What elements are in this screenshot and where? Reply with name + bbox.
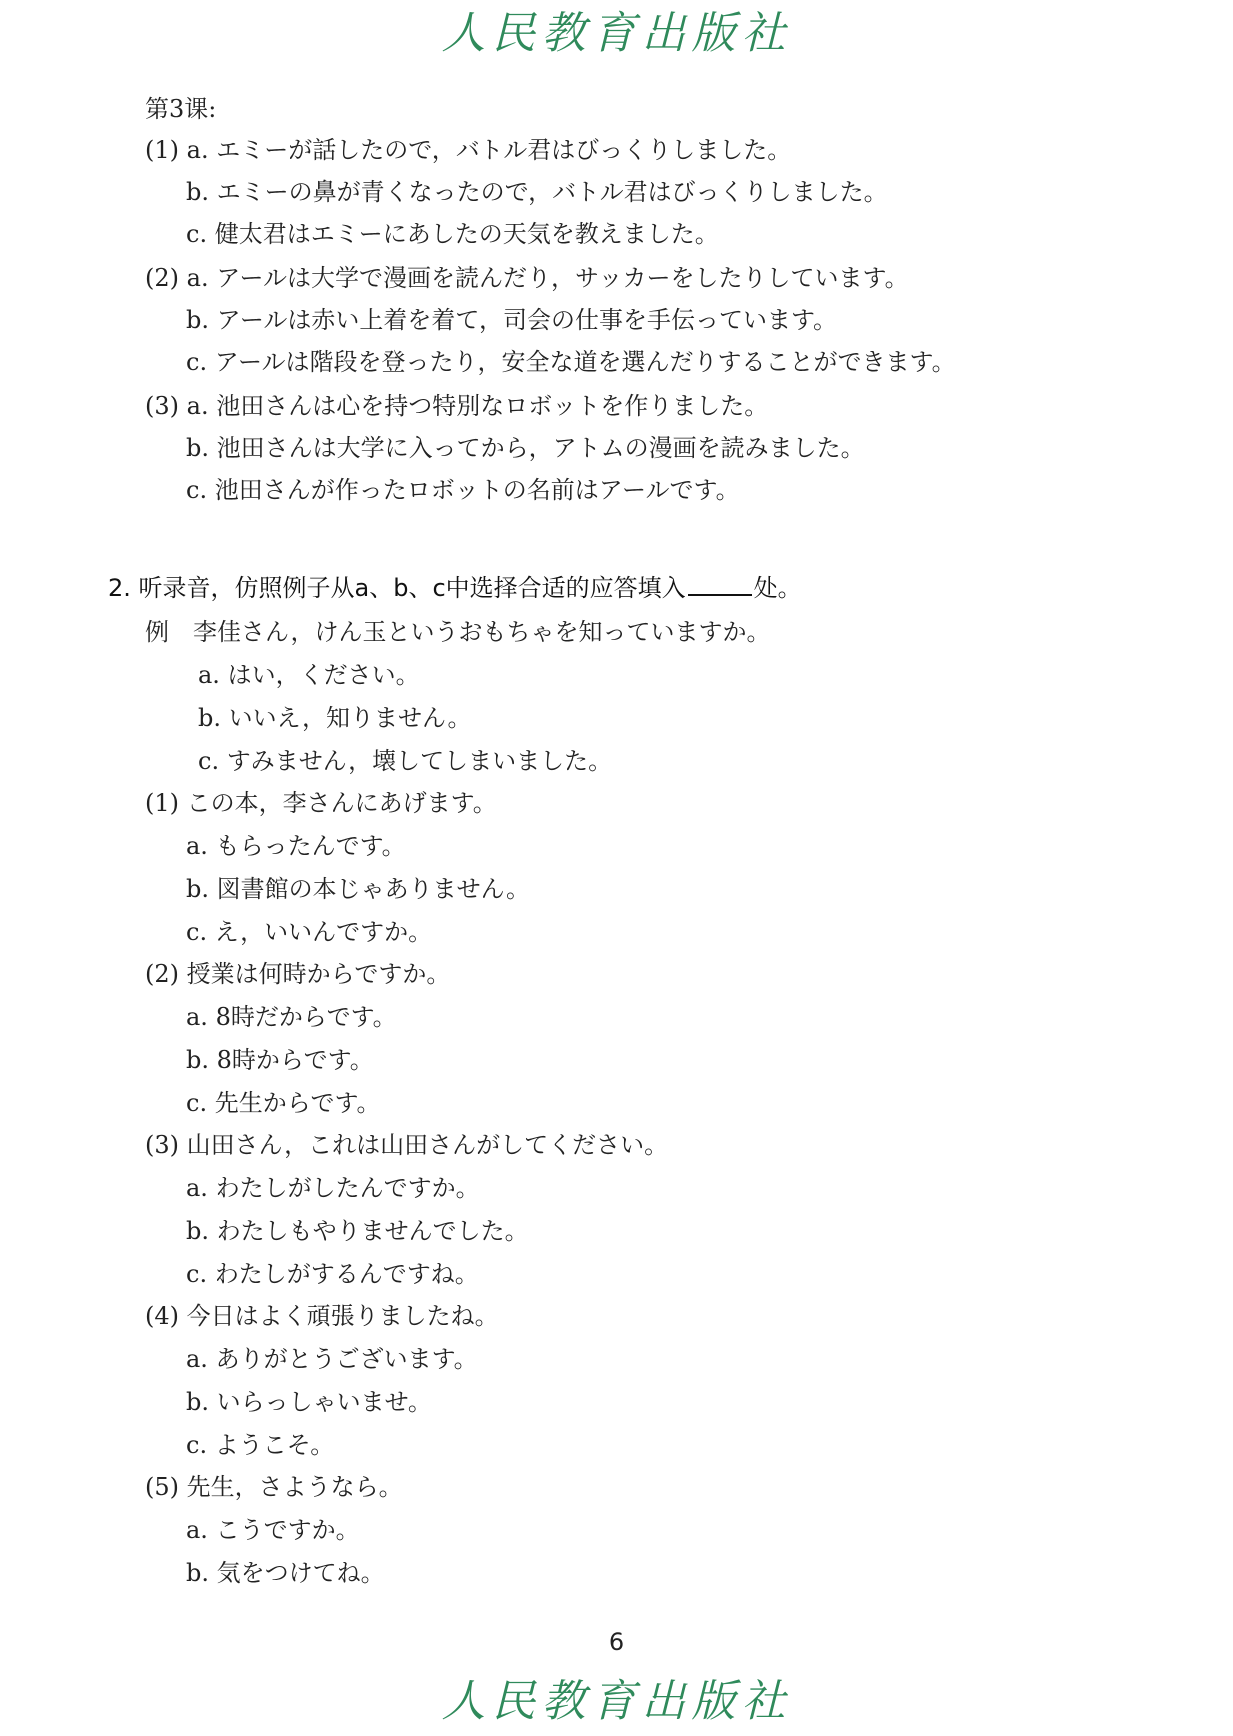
- question-2-option-a: a. 8時だからです。: [186, 1003, 397, 1031]
- section-2-heading: [108, 571, 802, 605]
- question-1-prompt: (1) この本，李さんにあげます。: [145, 789, 497, 817]
- example-option-c: c. すみません，壊してしまいました。: [198, 747, 613, 775]
- question-3-option-a: a. わたしがしたんですか。: [186, 1174, 480, 1202]
- lesson-item-3-option-c: c. 池田さんが作ったロボットの名前はアールです。: [186, 476, 740, 504]
- publisher-logo-bottom: 人民教育出版社: [441, 1676, 792, 1727]
- question-4-option-a: a. ありがとうございます。: [186, 1345, 478, 1373]
- question-1-option-a: a. もらったんです。: [186, 832, 406, 860]
- section-2-heading-text: 2. 听录音，仿照例子从a、b、c中选择合适的应答填入: [108, 574, 686, 602]
- question-1-option-c: c. え，いいんですか。: [186, 918, 433, 946]
- lesson-item-number: (1): [145, 136, 179, 164]
- lesson-item-number: (2): [145, 264, 179, 292]
- lesson-item-text: a. アールは大学で漫画を読んだり，サッカーをしたりしています。: [186, 264, 909, 292]
- question-2-option-c: c. 先生からです。: [186, 1089, 381, 1117]
- example-prompt: 例 李佳さん，けん玉というおもちゃを知っていますか。: [145, 618, 771, 646]
- lesson-item-1-option-b: b. エミーの鼻が青くなったので，バトル君はびっくりしました。: [186, 178, 888, 206]
- page-number: 6: [608, 1628, 625, 1656]
- question-2-prompt: (2) 授業は何時からですか。: [145, 960, 451, 988]
- question-3-prompt: (3) 山田さん，これは山田さんがしてください。: [145, 1131, 669, 1159]
- lesson-item-1-option-a: [145, 133, 791, 167]
- question-4-option-c: c. ようこそ。: [186, 1431, 335, 1459]
- lesson-item-text: a. 池田さんは心を持つ特別なロボットを作りました。: [186, 392, 769, 420]
- section-2-heading-tail: 处。: [753, 574, 802, 602]
- lesson-item-3-option-b: b. 池田さんは大学に入ってから，アトムの漫画を読みました。: [186, 434, 865, 462]
- publisher-logo-top: 人民教育出版社: [441, 8, 792, 59]
- question-4-prompt: (4) 今日はよく頑張りましたね。: [145, 1302, 499, 1330]
- question-3-option-c: c. わたしがするんですね。: [186, 1260, 479, 1288]
- question-5-prompt: (5) 先生，さようなら。: [145, 1473, 403, 1501]
- example-option-a: a. はい，ください。: [198, 661, 420, 689]
- lesson-label: 第3课:: [145, 95, 217, 123]
- question-5-option-b: b. 気をつけてね。: [186, 1559, 385, 1587]
- question-2-option-b: b. 8時からです。: [186, 1046, 374, 1074]
- answer-blank: [688, 572, 752, 596]
- lesson-item-number: (3): [145, 392, 179, 420]
- question-5-option-a: a. こうですか。: [186, 1516, 360, 1544]
- lesson-item-3-option-a: [145, 389, 768, 423]
- lesson-item-1-option-c: c. 健太君はエミーにあしたの天気を教えました。: [186, 220, 719, 248]
- lesson-item-2-option-c: c. アールは階段を登ったり，安全な道を選んだりすることができます。: [186, 348, 956, 376]
- question-3-option-b: b. わたしもやりませんでした。: [186, 1217, 529, 1245]
- lesson-item-text: a. エミーが話したので，バトル君はびっくりしました。: [186, 136, 792, 164]
- question-1-option-b: b. 図書館の本じゃありません。: [186, 875, 531, 903]
- question-4-option-b: b. いらっしゃいませ。: [186, 1388, 432, 1416]
- lesson-item-2-option-a: [145, 261, 909, 295]
- lesson-item-2-option-b: b. アールは赤い上着を着て，司会の仕事を手伝っています。: [186, 306, 838, 334]
- example-option-b: b. いいえ，知りません。: [198, 704, 472, 732]
